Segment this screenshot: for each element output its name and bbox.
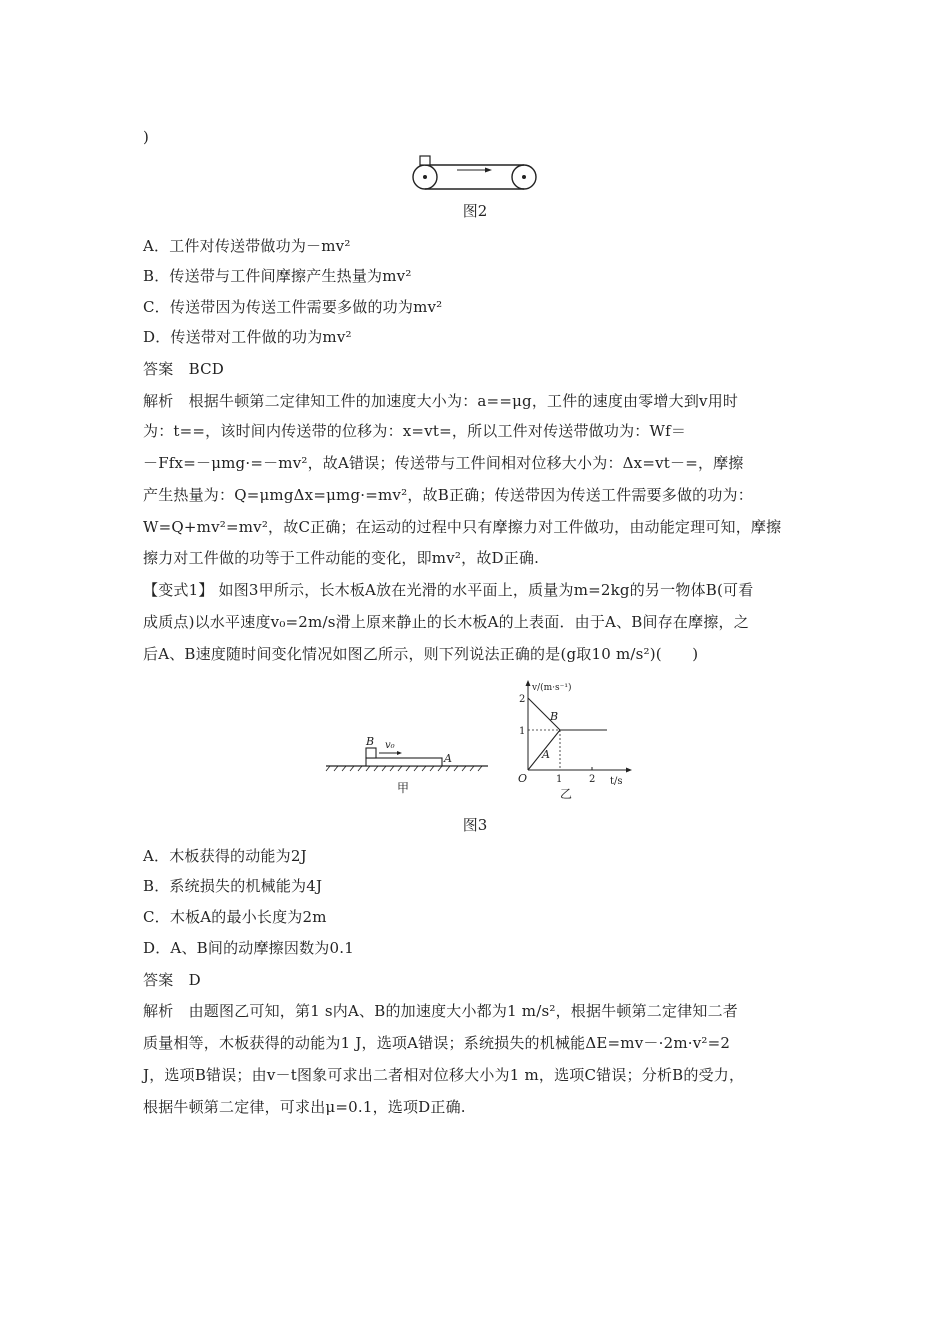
right-pulley-axle	[522, 175, 526, 179]
analysis-1-line-5: W=Q+mv²=mv²，故C正确；在运动的过程中只有摩擦力对工件做功，由动能定理可知，摩擦	[143, 518, 782, 536]
v-axis-arrow	[526, 680, 531, 686]
workpiece	[420, 156, 430, 165]
analysis-2-line-2: 质量相等，木板获得的动能为1 J，选项A错误；系统损失的机械能ΔE=mv－·2m·v²=2	[143, 1034, 731, 1052]
tick-label-t2: 2	[589, 774, 596, 785]
figure-3-caption: 图3	[462, 816, 488, 834]
analysis-1-line-2: 为：t==，该时间内传送带的位移为：x=vt=，所以工件对传送带做功为：Wf＝	[143, 422, 687, 440]
option-a: A．工件对传送带做功为－mv²	[143, 237, 351, 255]
analysis-2-line-3: J，选项B错误；由v－t图象可求出二者相对位移大小为1 m，选项C错误；分析B的受力，	[143, 1066, 745, 1084]
label-v0: v₀	[385, 740, 395, 751]
figure-3-jia-diagram	[322, 728, 492, 798]
analysis-2-line-4: 根据牛顿第二定律，可求出μ=0.1，选项D正确.	[143, 1098, 466, 1116]
label-line-a: A	[542, 748, 550, 761]
t-axis-label: t/s	[610, 776, 623, 787]
tick-label-v1: 1	[519, 726, 526, 737]
label-line-b: B	[550, 710, 559, 723]
variant-1-line-1: 【变式1】 如图3甲所示，长木板A放在光滑的水平面上，质量为m=2kg的另一物体B(可看	[143, 581, 754, 599]
option-b: B．传送带与工件间摩擦产生热量为mv²	[143, 267, 412, 285]
option-d: D．传送带对工件做的功为mv²	[143, 328, 352, 346]
variant-option-c: C．木板A的最小长度为2m	[143, 908, 327, 926]
tick-label-t1: 1	[556, 774, 563, 785]
variant-option-a: A．木板获得的动能为2J	[143, 847, 307, 865]
text-line-closing-paren: )	[143, 128, 150, 146]
analysis-1-line-3: －Ffx=－μmg·=－mv²，故A错误；传送带与工件间相对位移大小为：Δx=vt－=，摩擦	[143, 454, 744, 472]
t-axis-arrow	[626, 768, 632, 773]
variant-option-b: B．系统损失的机械能为4J	[143, 877, 323, 895]
figure-3-yi-vt-graph	[510, 678, 635, 800]
ground-hatching	[326, 766, 482, 771]
v-axis-label: v/(m·s⁻¹)	[532, 683, 572, 693]
left-pulley-axle	[423, 175, 427, 179]
analysis-1-line-4: 产生热量为：Q=μmgΔx=μmg·=mv²，故B正确；传送带因为传送工件需要多做的功为：	[143, 486, 753, 504]
block-b	[366, 748, 376, 758]
board-a	[366, 758, 442, 766]
variant-option-d: D．A、B间的动摩擦因数为0.1	[143, 939, 354, 957]
answer-2: 答案 D	[143, 971, 201, 989]
figure-2-conveyor-belt	[405, 152, 545, 194]
v0-arrow-head	[397, 751, 402, 755]
analysis-1-line-6: 擦力对工件做的功等于工件动能的变化，即mv²，故D正确.	[143, 549, 540, 567]
variant-1-line-3: 后A、B速度随时间变化情况如图乙所示，则下列说法正确的是(g取10 m/s²)( )	[143, 645, 699, 663]
analysis-2-line-1: 解析 由题图乙可知，第1 s内A、B的加速度大小都为1 m/s²，根据牛顿第二定律知二者	[143, 1002, 738, 1020]
arrow-head	[485, 168, 492, 173]
label-yi: 乙	[560, 787, 573, 800]
answer-1: 答案 BCD	[143, 360, 225, 378]
label-board-a: A	[444, 752, 452, 765]
tick-label-v2: 2	[519, 694, 526, 705]
variant-1-line-2: 成质点)以水平速度v₀=2m/s滑上原来静止的长木板A的上表面．由于A、B间存在摩擦，之	[143, 613, 749, 631]
analysis-1-line-1: 解析 根据牛顿第二定律知工件的加速度大小为：a==μg，工件的速度由零增大到v用时	[143, 392, 739, 410]
figure-2-caption: 图2	[462, 202, 488, 220]
label-block-b: B	[366, 735, 375, 748]
label-jia: 甲	[397, 781, 410, 795]
origin-label: O	[518, 772, 528, 785]
option-c: C．传送带因为传送工件需要多做的功为mv²	[143, 298, 443, 316]
